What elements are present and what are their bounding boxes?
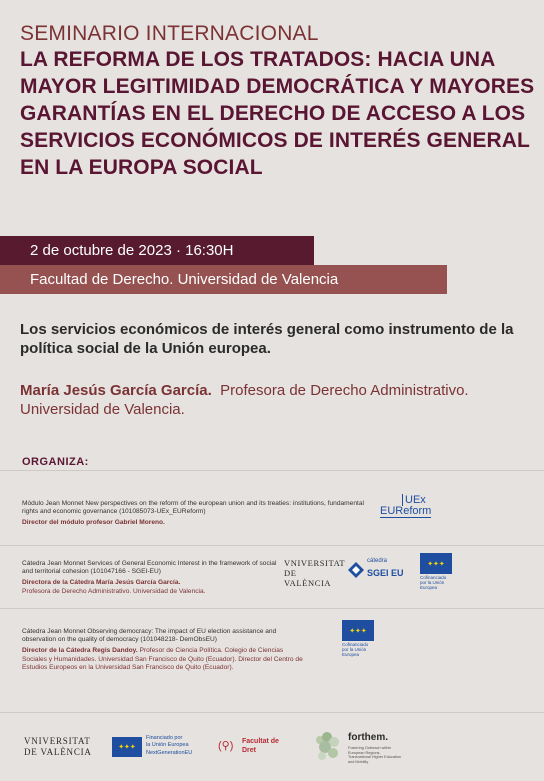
organizer-role: Profesor de Ciencia Política. Colegio de Ciencias Sociales y Humanidades. Universidad San Francisco de Quito (Ecuador). Director del Centro de Estudios Europeos en la Universidad San Francisco de Quito (Ecuador). (22, 647, 303, 671)
europe-map-icon (312, 730, 346, 764)
nextgeneration-eu-logo (112, 735, 212, 759)
footer-uv-logo (24, 736, 94, 758)
organizer-director: Director del módulo profesor Gabriel Moreno. (22, 519, 165, 527)
ngeu-line2: la Unión Europea (146, 742, 189, 748)
venue-bar: Facultad de Derecho. Universidad de Valencia (0, 265, 447, 294)
facultat-dret-logo (218, 737, 300, 759)
eu-caption: Cofinanciado por la Unión Europea (342, 642, 369, 657)
forthem-logo (312, 727, 408, 767)
eu-flag-icon: ✦✦✦ (342, 620, 374, 641)
divider (0, 712, 544, 713)
organizer-text: Cátedra Jean Monnet Observing democracy: The impact of EU election assistance and observation on the quality of democracy (101048218- DemObsEU) (22, 628, 277, 644)
organizer-block-2 (22, 560, 277, 596)
catedra-sgei-text: SGEI EU (367, 568, 404, 578)
date-bar: 2 de octubre de 2023 · 16:30H (0, 236, 314, 265)
uv-line1: VNIVERSITAT (24, 736, 91, 746)
uv-line2: DE VALÈNCIA (24, 747, 92, 757)
ngeu-line3: NextGenerationEU (146, 750, 193, 756)
catedra-small-text: cátedra (367, 558, 388, 564)
uv-line2: DE VALÈNCIA (284, 568, 332, 588)
organizer-text: Cátedra Jean Monnet Services of General Economic Interest in the framework of social and territorial cohesion (101047166 - SGEI-EU) (22, 560, 277, 576)
catedra-diamond-icon (347, 561, 365, 579)
talk-title: Los servicios económicos de interés general como instrumento de la política social de la Unión europea. (20, 321, 514, 357)
organizer-director: Director de la Cátedra Regis Dandoy. (22, 647, 138, 655)
event-kicker: SEMINARIO INTERNACIONAL (20, 22, 319, 45)
speaker-role: Profesora de Derecho Administrativo. Universidad de Valencia. (20, 382, 469, 418)
organizer-block-1 (22, 500, 377, 528)
uv-logo (284, 558, 344, 588)
eu-cofinanced-logo-1 (420, 553, 454, 590)
eureform-text: EUReform (380, 505, 432, 517)
organiza-label: ORGANIZA: (22, 456, 89, 468)
divider (0, 545, 544, 546)
fd-line2: Dret (242, 747, 257, 754)
organizer-director: Directora de la Cátedra María Jesús García García. (22, 579, 181, 587)
facultat-icon: (⚲) (218, 740, 234, 752)
speaker-name: María Jesús García García. (20, 382, 212, 399)
organizer-director-wrap (22, 647, 307, 672)
event-title: LA REFORMA DE LOS TRATADOS: HACIA UNA MAYOR LEGITIMIDAD DEMOCRÁTICA Y MAYORES GARANTÍAS EN EL DERECHO DE ACCESO A LOS SERVICIOS ECONÓMICOS DE INTERÉS GENERAL EN LA EUROPA SOCIAL (20, 48, 535, 179)
uex-text: UEx (402, 494, 426, 506)
uv-line1: VNIVERSITAT (284, 558, 346, 568)
forthem-caption: Fostering Outreach within European Regions, Transnational Higher Education and Mobility (348, 746, 402, 764)
eu-flag-icon: ✦✦✦ (420, 553, 452, 574)
organizer-text: Módulo Jean Monnet New perspectives on the reform of the european union and its treaties: institutions, fundamental rights and economic governance (101085073-UEx_EUReform) (22, 500, 364, 516)
eu-flag-icon: ✦✦✦ (112, 737, 142, 757)
eu-caption: Cofinanciado por la Unión Europea (420, 575, 447, 590)
organizer-block-3 (22, 628, 307, 672)
fd-line1: Facultat de (242, 738, 279, 745)
divider (0, 470, 544, 471)
uex-eureform-logo (380, 494, 452, 520)
eu-cofinanced-logo-2 (342, 620, 376, 657)
organizer-role: Profesora de Derecho Administrativo. Universidad de Valencia. (22, 587, 206, 595)
catedra-sgei-logo (347, 558, 417, 582)
divider (0, 608, 544, 609)
forthem-text: forthem. (348, 732, 388, 743)
ngeu-line1: Financiado por (146, 735, 183, 741)
speaker (20, 381, 530, 419)
